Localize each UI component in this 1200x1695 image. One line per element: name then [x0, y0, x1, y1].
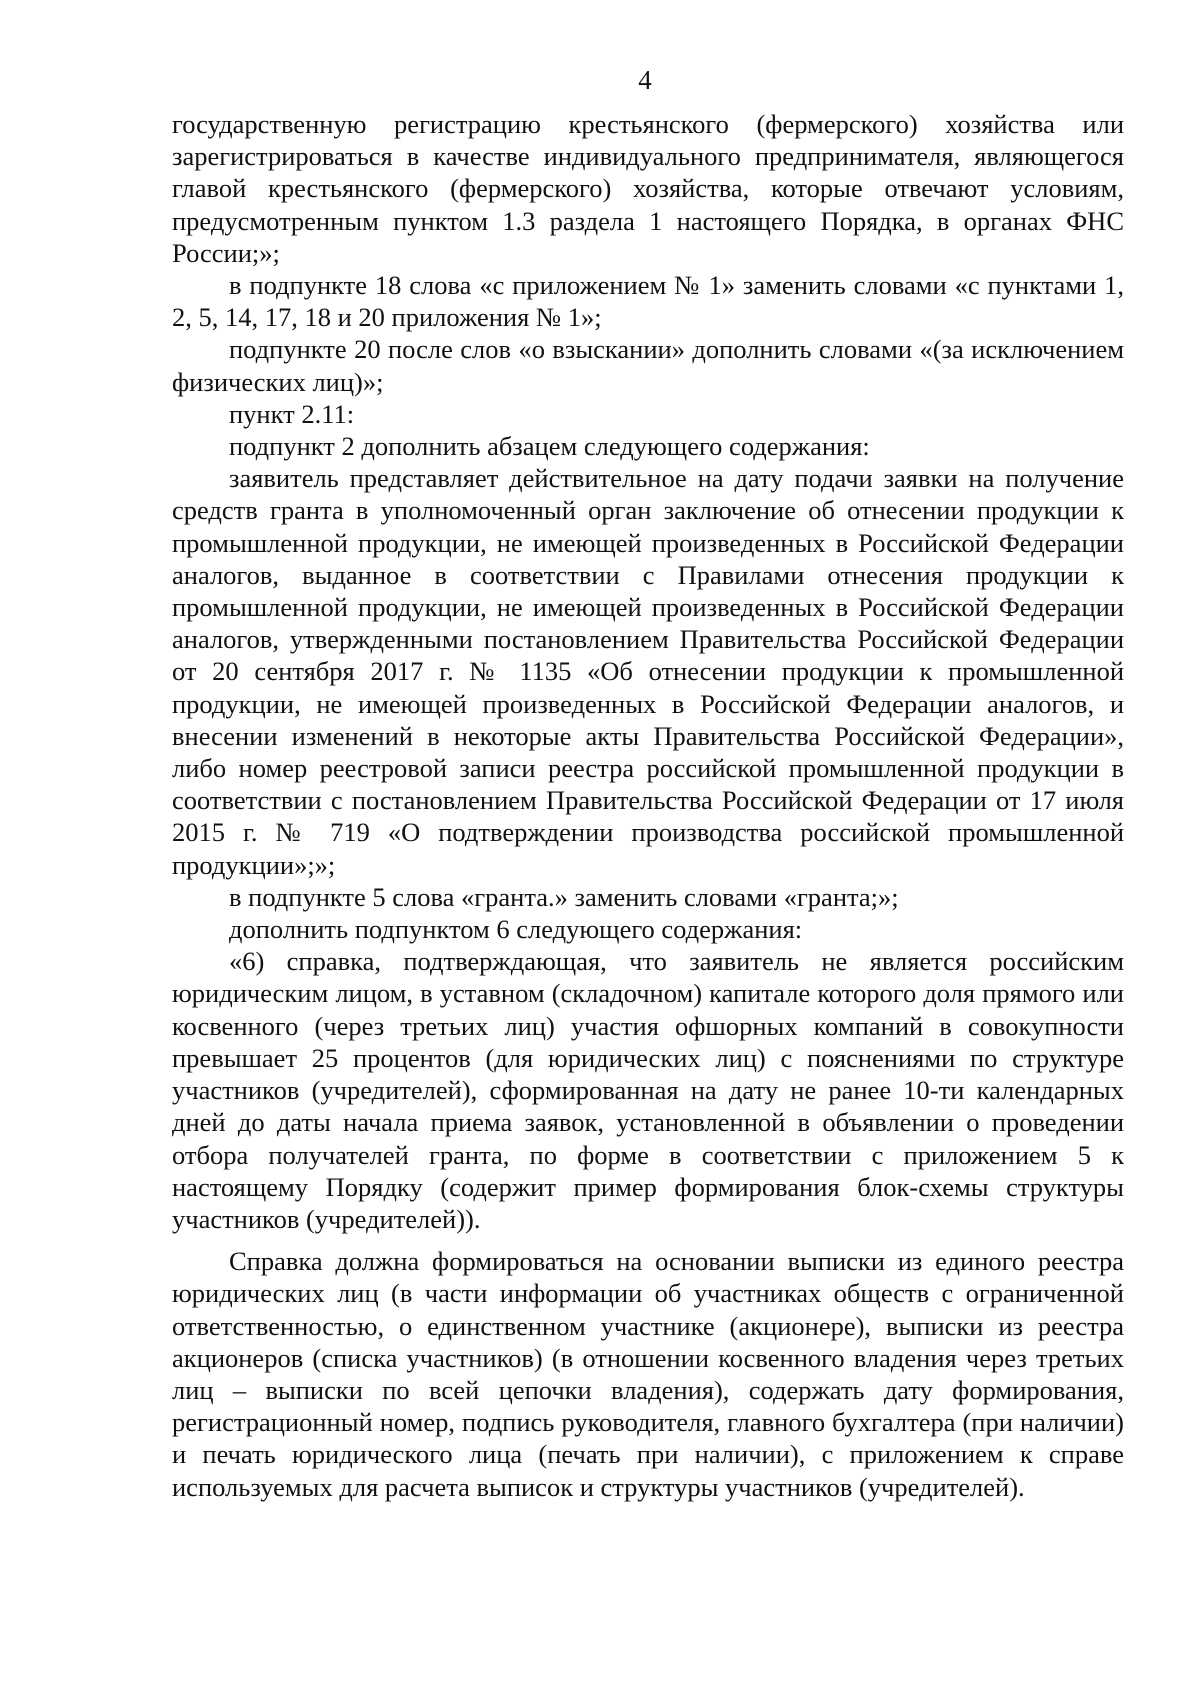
- paragraph: подпункт 2 дополнить абзацем следующего содержания:: [229, 431, 870, 462]
- paragraph: в подпункте 18 слова «с приложением № 1» заменить словами «с пунктами 1, 2, 5, 14, 17, 18 и 20 приложения № 1»;: [172, 270, 1124, 333]
- document-body: [172, 108, 1124, 1503]
- paragraph: заявитель представляет действительное на дату подачи заявки на получение средств гранта в уполномоченный орган заключение об отнесении продукции к промышленной продукции, не имеющей произведенных в Российской Федерации аналогов, выданное в соответствии с Правилами отнесения продукции к промышленной продукции, не имеющей произведенных в Российской Федерации аналогов, утвержденными постановлением Правительства Российской Федерации от 20 сентября 2017 г. № 1135 «Об отнесении продукции к промышленной продукции, не имеющей произведенных в Российской Федерации аналогов, и внесении изменений в некоторые акты Правительства Российской Федерации», либо номер реестровой записи реестра российской промышленной продукции в соответствии с постановлением Правительства Российской Федерации от 17 июля 2015 г. № 719 «О подтверждении производства российской промышленной продукции»;»;: [172, 463, 1124, 880]
- paragraph: государственную регистрацию крестьянского (фермерского) хозяйства или зарегистрироваться в качестве индивидуального предпринимателя, являющегося главой крестьянского (фермерского) хозяйства, которые отвечают условиям, предусмотренным пунктом 1.3 раздела 1 настоящего Порядка, в органах ФНС России;»;: [172, 109, 1124, 268]
- paragraph: дополнить подпунктом 6 следующего содержания:: [229, 914, 803, 945]
- paragraph: пункт 2.11:: [229, 398, 355, 429]
- paragraph: подпункте 20 после слов «о взыскании» дополнить словами «(за исключением физических лиц)»;: [172, 334, 1124, 397]
- page-number: 4: [638, 65, 652, 95]
- paragraph: в подпункте 5 слова «гранта.» заменить словами «гранта;»;: [229, 881, 899, 912]
- paragraph: Справка должна формироваться на основании выписки из единого реестра юридических лиц (в части информации об участниках обществ с ограниченной ответственностью, о единственном участнике (акционере), выписки из реестра акционеров (списка участников) (в отношении косвенного владения через третьих лиц – выписки по всей цепочки владения), содержать дату формирования, регистрационный номер, подпись руководителя, главного бухгалтера (при наличии) и печать юридического лица (печать при наличии), с приложением к справе используемых для расчета выписок и структуры участников (учредителей).: [172, 1246, 1124, 1502]
- paragraph: «6) справка, подтверждающая, что заявитель не является российским юридическим лицом, в уставном (складочном) капитале которого доля прямого или косвенного (через третьих лиц) участия офшорных компаний в совокупности превышает 25 процентов (для юридических лиц) с пояснениями по структуре участников (учредителей), сформированная на дату не ранее 10-ти календарных дней до даты начала приема заявок, установленной в объявлении о проведении отбора получателей гранта, по форме в соответствии с приложением 5 к настоящему Порядку (содержит пример формирования блок-схемы структуры участников (учредителей)).: [172, 946, 1124, 1234]
